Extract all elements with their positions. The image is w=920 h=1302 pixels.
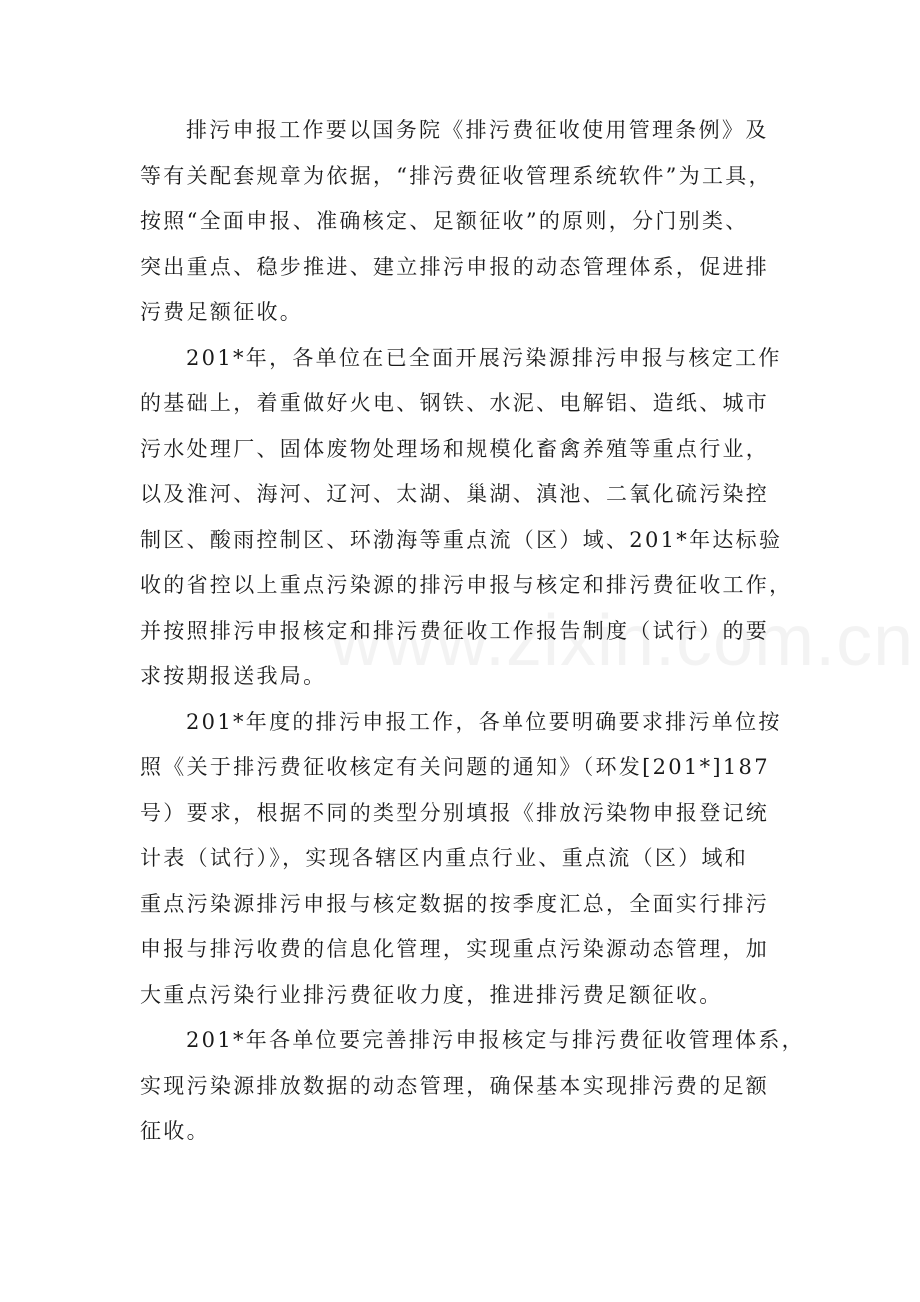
document-body — [140, 108, 805, 1155]
paragraph — [140, 700, 790, 1019]
paragraph-line: 申报与排污收费的信息化管理，实现重点污染源动态管理，加 — [140, 937, 770, 961]
paragraph-line: 的基础上，着重做好火电、钢铁、水泥、电解铝、造纸、城市 — [140, 391, 770, 415]
paragraph-line: 实现污染源排放数据的动态管理，确保基本实现排污费的足额 — [140, 1073, 770, 1098]
paragraph-line: 201*年，各单位在已全面开展污染源排污申报与核定工作 — [186, 345, 782, 370]
paragraph-line: 201*年各单位要完善排污申报核定与排污费征收管理体系， — [186, 1028, 805, 1052]
paragraph-line: 求按期报送我局。 — [140, 664, 327, 688]
paragraph-line: 排污申报工作要以国务院《排污费征收使用管理条例》及 — [186, 118, 769, 142]
paragraph-line: 制区、酸雨控制区、环渤海等重点流（区）域、201*年达标验 — [140, 527, 783, 552]
paragraph-line: 大重点污染行业排污费征收力度，推进排污费足额征收。 — [140, 982, 723, 1007]
paragraph-line: 照《关于排污费征收核定有关问题的通知》（环发[201*]187 — [140, 755, 770, 779]
paragraph-line: 重点污染源排污申报与核定数据的按季度汇总，全面实行排污 — [140, 891, 770, 916]
paragraph-line: 以及淮河、海河、辽河、太湖、巢湖、滇池、二氧化硫污染控 — [140, 482, 770, 506]
paragraph-line: 污费足额征收。 — [140, 300, 304, 324]
paragraph-line: 征收。 — [140, 1119, 210, 1143]
paragraph-line: 污水处理厂、固体废物处理场和规模化畜禽养殖等重点行业， — [140, 436, 770, 461]
paragraph-line: 收的省控以上重点污染源的排污申报与核定和排污费征收工作， — [140, 573, 793, 597]
paragraph-line: 突出重点、稳步推进、建立排污申报的动态管理体系，促进排 — [140, 254, 770, 279]
paragraph-line: 号）要求，根据不同的类型分别填报《排放污染物申报登记统 — [140, 800, 770, 825]
paragraph-line: 并按照排污申报核定和排污费征收工作报告制度（试行）的要 — [140, 618, 770, 643]
paragraph — [140, 1018, 805, 1155]
paragraph — [140, 336, 793, 700]
paragraph-line: 201*年度的排污申报工作，各单位要明确要求排污单位按 — [186, 709, 782, 734]
paragraph-line: 按照“全面申报、准确核定、足额征收”的原则，分门别类、 — [140, 209, 749, 233]
paragraph-line: 等有关配套规章为依据，“排污费征收管理系统软件”为工具， — [140, 163, 772, 188]
paragraph-line: 计表（试行）》，实现各辖区内重点行业、重点流（区）域和 — [140, 846, 749, 870]
paragraph — [140, 108, 790, 336]
